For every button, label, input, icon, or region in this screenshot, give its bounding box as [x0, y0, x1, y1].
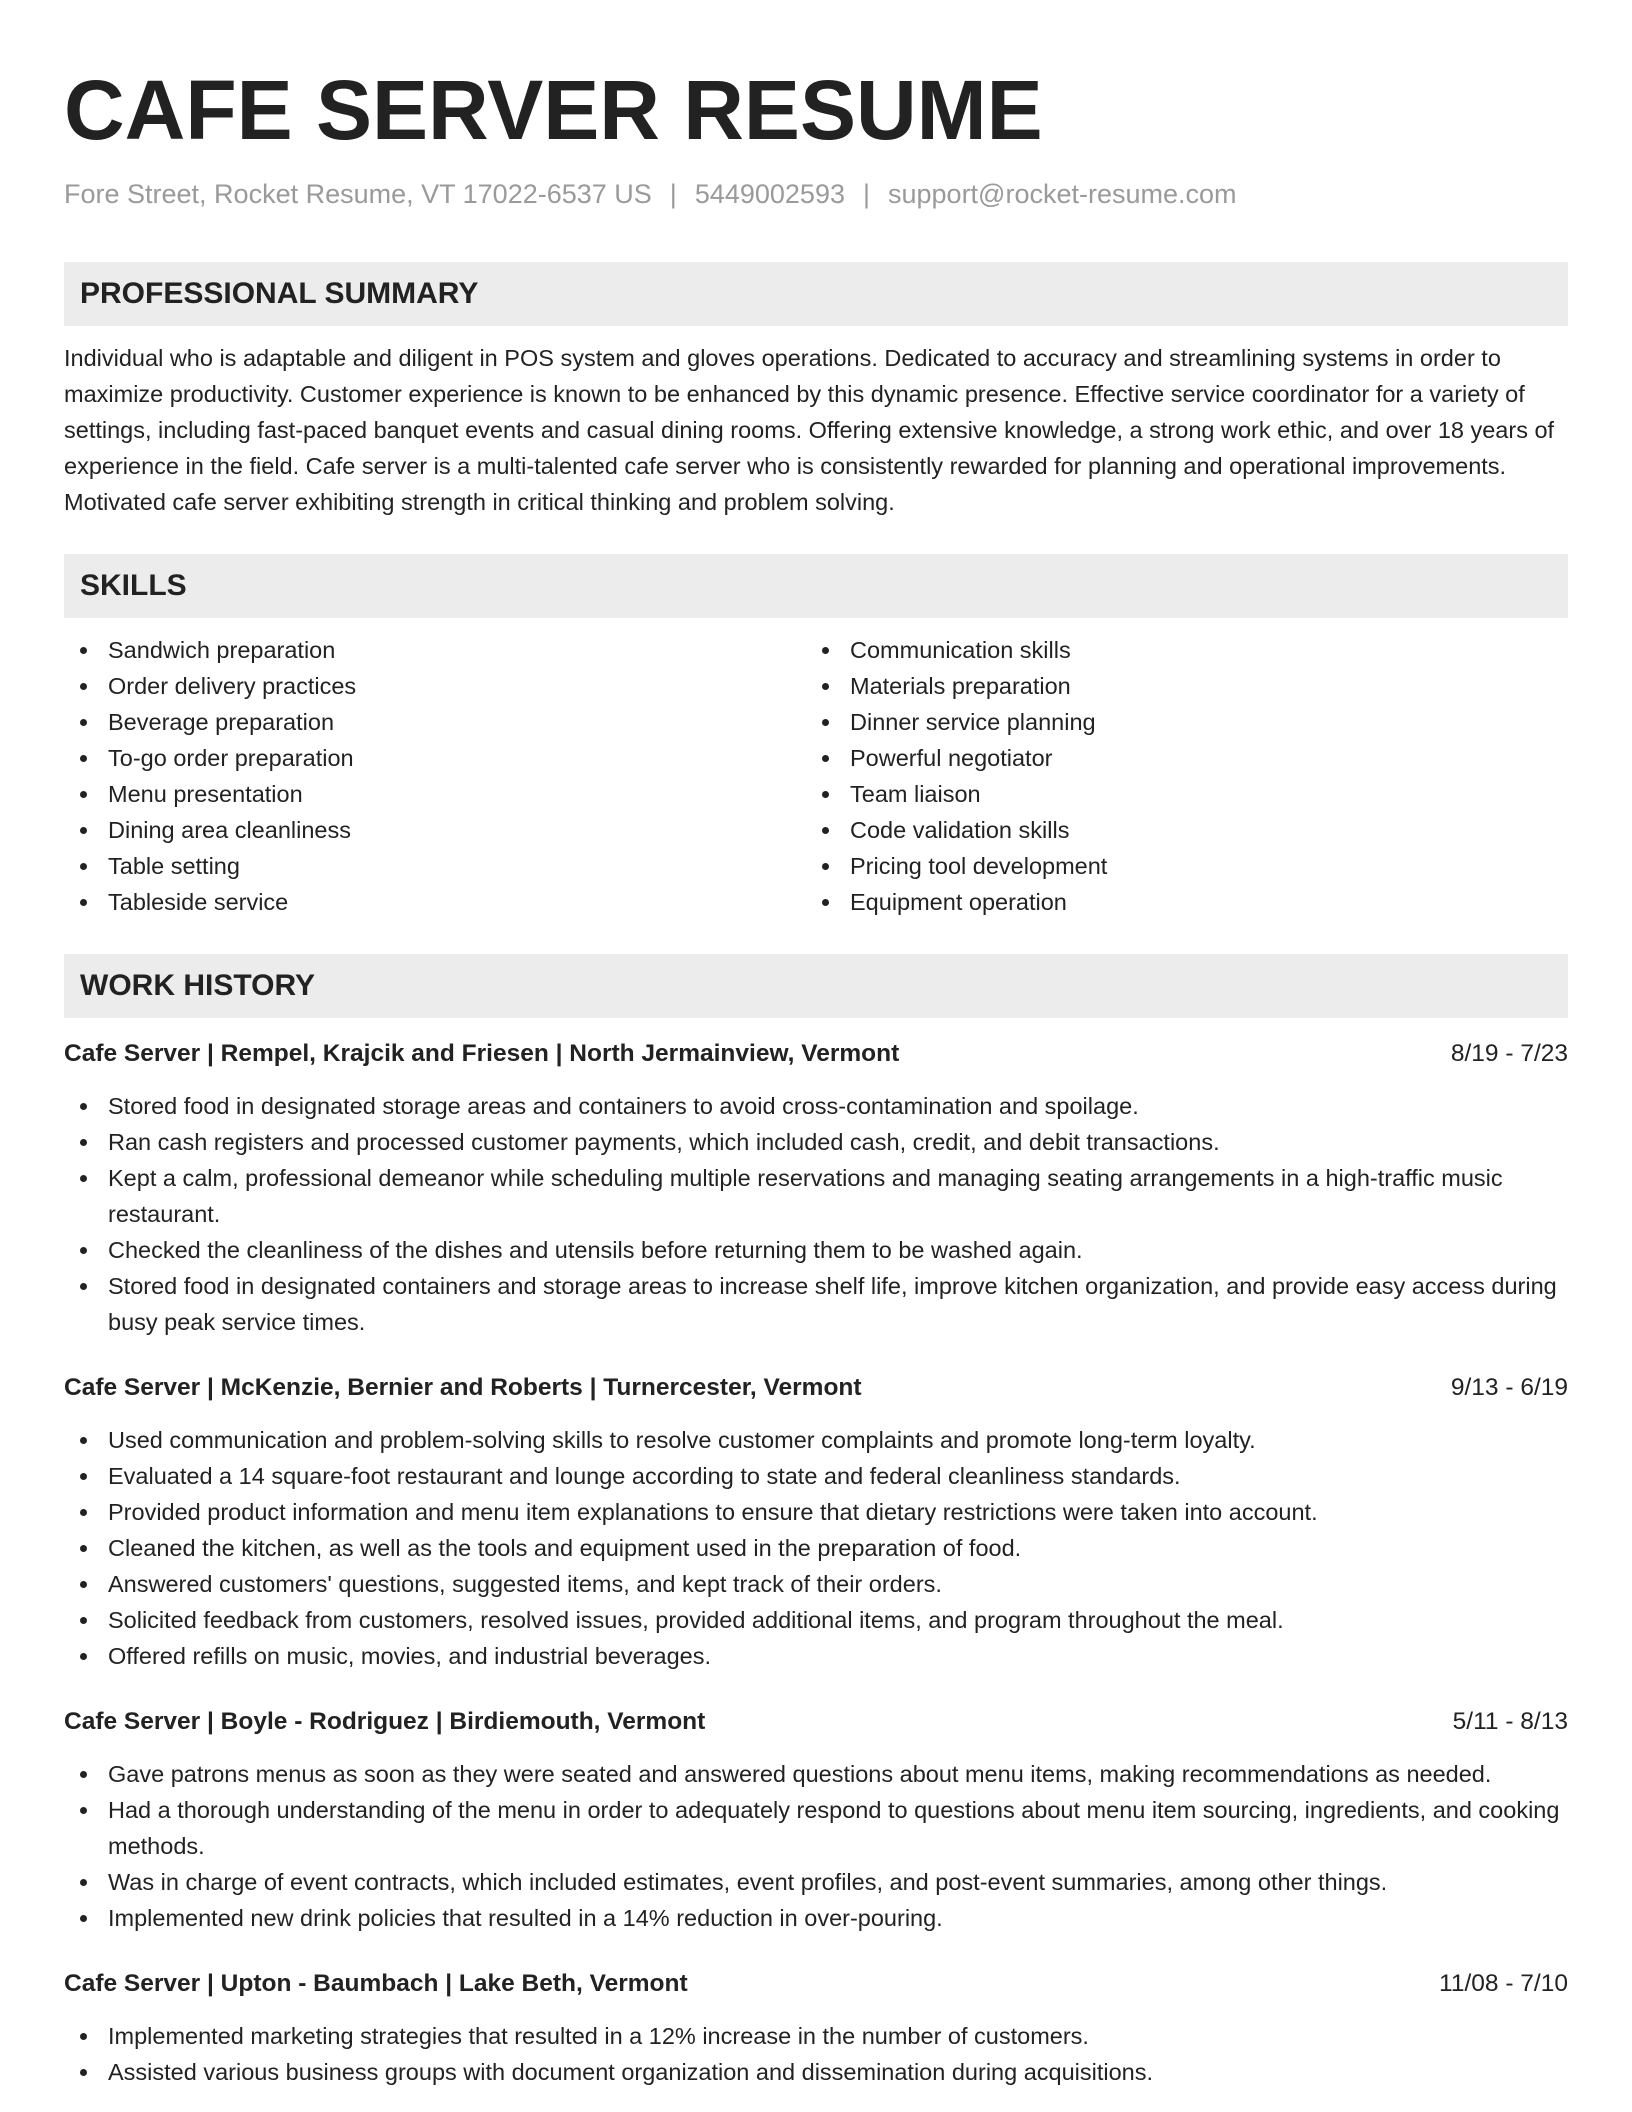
- job-dates: 9/13 - 6/19: [1450, 1374, 1568, 1401]
- job-bullet: Offered refills on music, movies, and industrial beverages.: [64, 1638, 1568, 1674]
- job-dates: 8/19 - 7/23: [1450, 1040, 1568, 1067]
- contact-separator: |: [862, 179, 870, 209]
- skill-item: Communication skills: [806, 632, 1548, 668]
- job-entry: [64, 1036, 1568, 1340]
- job-bullet: Stored food in designated containers and storage areas to increase shelf life, improve kitchen organization, and provide easy access during busy peak service times.: [64, 1268, 1568, 1340]
- job-title: Cafe Server | Rempel, Krajcik and Friesen | North Jermainview, Vermont: [64, 1040, 900, 1067]
- job-bullet: Provided product information and menu item explanations to ensure that dietary restrictions were taken into account.: [64, 1494, 1568, 1530]
- resume-title: CAFE SERVER RESUME: [64, 63, 1043, 157]
- job-bullet: Gave patrons menus as soon as they were seated and answered questions about menu items, making recommendations as needed.: [64, 1756, 1568, 1792]
- skills-list-right: [806, 632, 1548, 920]
- job-header: [64, 1036, 1568, 1072]
- job-header: [64, 1704, 1568, 1740]
- contact-email: support@rocket-resume.com: [888, 179, 1237, 209]
- work-history-heading: WORK HISTORY: [64, 954, 1568, 1018]
- skill-item: Table setting: [64, 848, 806, 884]
- job-title: Cafe Server | Upton - Baumbach | Lake Beth, Vermont: [64, 1970, 688, 1997]
- skills-list-left: [64, 632, 806, 920]
- job-bullet: Checked the cleanliness of the dishes and utensils before returning them to be washed again.: [64, 1232, 1568, 1268]
- skill-item: Dinner service planning: [806, 704, 1548, 740]
- job-bullet: Was in charge of event contracts, which included estimates, event profiles, and post-event summaries, among other things.: [64, 1864, 1568, 1900]
- skills-grid: [64, 632, 1568, 920]
- skill-item: Materials preparation: [806, 668, 1548, 704]
- job-title: Cafe Server | Boyle - Rodriguez | Birdiemouth, Vermont: [64, 1708, 706, 1735]
- summary-text: Individual who is adaptable and diligent in POS system and gloves operations. Dedicated to accuracy and streamlining systems in order to maximize productivity. Customer experience is known to be enhanced by this dynamic presence. Effective service coordinator for a variety of settings, including fast-paced banquet events and casual dining rooms. Offering extensive knowledge, a strong work ethic, and over 18 years of experience in the field. Cafe server is a multi-talented cafe server who is consistently rewarded for planning and operational improvements. Motivated cafe server exhibiting strength in critical thinking and problem solving.: [64, 345, 1555, 515]
- job-bullet: Had a thorough understanding of the menu in order to adequately respond to questions about menu item sourcing, ingredients, and cooking methods.: [64, 1792, 1568, 1864]
- job-bullet: Implemented marketing strategies that resulted in a 12% increase in the number of customers.: [64, 2018, 1568, 2054]
- job-header: [64, 1966, 1568, 2002]
- summary-heading: PROFESSIONAL SUMMARY: [64, 262, 1568, 326]
- contact-line: [64, 176, 1568, 212]
- job-dates: 11/08 - 7/10: [1439, 1970, 1568, 1997]
- job-bullet: Ran cash registers and processed customer payments, which included cash, credit, and debit transactions.: [64, 1124, 1568, 1160]
- job-bullets: [64, 2018, 1568, 2090]
- job-bullet: Stored food in designated storage areas and containers to avoid cross-contamination and spoilage.: [64, 1088, 1568, 1124]
- job-bullets: [64, 1756, 1568, 1936]
- job-bullets: [64, 1422, 1568, 1674]
- contact-phone: 5449002593: [694, 179, 845, 209]
- skill-item: Sandwich preparation: [64, 632, 806, 668]
- skill-item: Menu presentation: [64, 776, 806, 812]
- job-bullet: Used communication and problem-solving skills to resolve customer complaints and promote long-term loyalty.: [64, 1422, 1568, 1458]
- job-bullet: Answered customers' questions, suggested items, and kept track of their orders.: [64, 1566, 1568, 1602]
- job-bullet: Assisted various business groups with document organization and dissemination during acquisitions.: [64, 2054, 1568, 2090]
- job-bullet: Cleaned the kitchen, as well as the tools and equipment used in the preparation of food.: [64, 1530, 1568, 1566]
- skill-item: Beverage preparation: [64, 704, 806, 740]
- skill-item: To-go order preparation: [64, 740, 806, 776]
- job-header: [64, 1370, 1568, 1406]
- contact-separator: |: [669, 179, 677, 209]
- job-bullet: Implemented new drink policies that resulted in a 14% reduction in over-pouring.: [64, 1900, 1568, 1936]
- job-entry: [64, 1370, 1568, 1674]
- contact-address: Fore Street, Rocket Resume, VT 17022-6537 US: [64, 179, 652, 209]
- job-dates: 5/11 - 8/13: [1452, 1708, 1568, 1735]
- job-bullets: [64, 1088, 1568, 1340]
- skill-item: Team liaison: [806, 776, 1548, 812]
- skill-item: Order delivery practices: [64, 668, 806, 704]
- skill-item: Powerful negotiator: [806, 740, 1548, 776]
- skill-item: Equipment operation: [806, 884, 1548, 920]
- skill-item: Pricing tool development: [806, 848, 1548, 884]
- job-bullet: Solicited feedback from customers, resolved issues, provided additional items, and program throughout the meal.: [64, 1602, 1568, 1638]
- job-entry: [64, 1704, 1568, 1936]
- skill-item: Dining area cleanliness: [64, 812, 806, 848]
- skills-heading: SKILLS: [64, 554, 1568, 618]
- job-bullet: Kept a calm, professional demeanor while scheduling multiple reservations and managing seating arrangements in a high-traffic music restaurant.: [64, 1160, 1568, 1232]
- job-bullet: Evaluated a 14 square-foot restaurant and lounge according to state and federal cleanliness standards.: [64, 1458, 1568, 1494]
- job-entry: [64, 1966, 1568, 2090]
- job-title: Cafe Server | McKenzie, Bernier and Roberts | Turnercester, Vermont: [64, 1374, 862, 1401]
- skill-item: Tableside service: [64, 884, 806, 920]
- skill-item: Code validation skills: [806, 812, 1548, 848]
